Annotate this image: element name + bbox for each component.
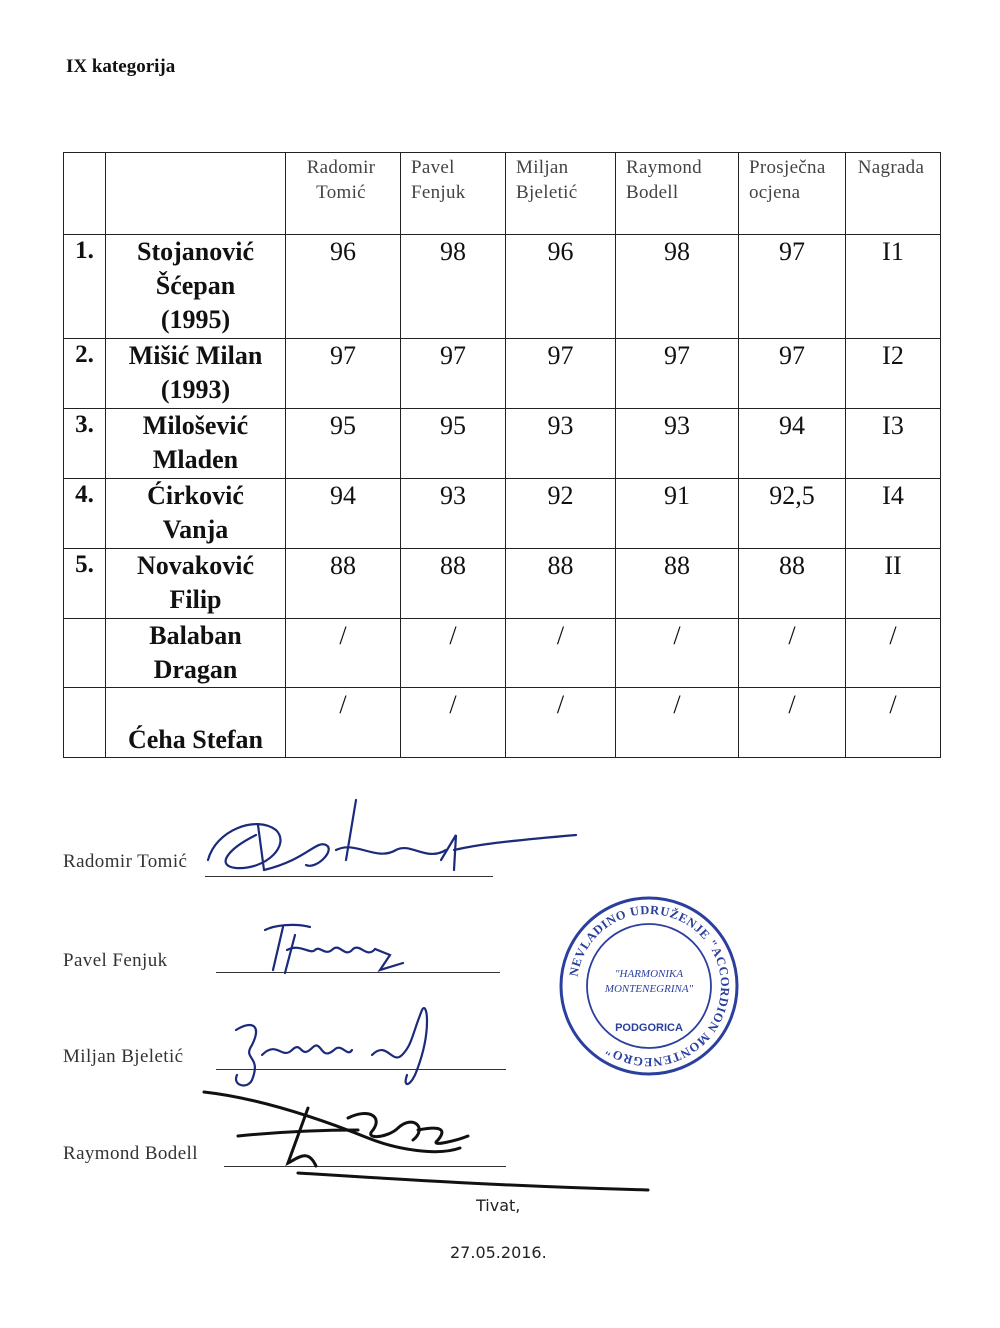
name-line: Mišić Milan [128,341,263,370]
judge-score: / [286,619,401,688]
judge-score: / [616,619,739,688]
table-row [64,409,941,479]
signature-label-tomic: Radomir Tomić [63,851,188,872]
judge-score: 98 [616,235,739,339]
judge-score: 97 [616,339,739,409]
table-row [64,619,941,688]
average-score: 88 [739,549,846,619]
footer-place: Tivat, [476,1196,521,1215]
award: I1 [846,235,941,339]
signature-fenjuk [255,915,415,985]
award: II [846,549,941,619]
header-empty-rank [64,153,106,235]
header-line: Bjeletić [516,182,578,203]
judge-score: 93 [506,409,616,479]
signature-tomic [196,790,586,890]
judge-score: / [286,688,401,758]
judge-score: 97 [286,339,401,409]
award: I2 [846,339,941,409]
header-empty-name [106,153,286,235]
row-name [106,409,286,479]
judge-score: / [616,688,739,758]
row-name [106,235,286,339]
signature-label-bjeletic: Miljan Bjeletić [63,1046,184,1067]
average-score: 92,5 [739,479,846,549]
name-line: Dragan [153,655,238,684]
header-line: Radomir [306,157,376,178]
judge-score: 93 [401,479,506,549]
row-rank: 1. [64,235,106,339]
table-row [64,479,941,549]
award: I3 [846,409,941,479]
name-line: Filip [169,585,222,614]
header-line: Fenjuk [411,182,466,203]
judge-score: 88 [401,549,506,619]
judge-score: 94 [286,479,401,549]
header-award [846,153,941,235]
signature-label-bodell: Raymond Bodell [63,1143,198,1164]
table-row [64,339,941,409]
judge-score: 93 [616,409,739,479]
table-row [64,235,941,339]
name-line: Novaković [137,551,254,580]
results-table [63,152,941,758]
header-line: ocjena [749,182,801,203]
row-rank: 2. [64,339,106,409]
name-line: Ćeha Stefan [127,725,264,754]
header-judge-tomic [286,153,401,235]
judge-score: 97 [401,339,506,409]
judge-score: 97 [506,339,616,409]
award: I4 [846,479,941,549]
row-rank [64,688,106,758]
name-line: Milošević [142,411,249,440]
stamp-inner-line1: "HARMONIKA [614,968,684,980]
row-name [106,549,286,619]
organization-stamp [556,893,742,1079]
row-name [106,688,286,758]
average-score: 97 [739,339,846,409]
name-line: Balaban [149,621,242,650]
table-row [64,549,941,619]
judge-score: 96 [286,235,401,339]
row-name [106,479,286,549]
header-line: Bodell [626,182,679,203]
average-score: 94 [739,409,846,479]
name-line: Stojanović [137,237,254,266]
stamp-outer-text: NEVLADINO UDRUŽENJE "ACCORDION MONTENEGRO" [566,902,733,1070]
name-line: (1995) [160,305,231,334]
judge-score: 88 [506,549,616,619]
header-line: Prosječna [749,157,826,178]
average-score: / [739,688,846,758]
judge-score: 88 [616,549,739,619]
name-line: (1993) [160,375,231,404]
header-line: Nagrada [857,157,925,178]
header-line: Pavel [411,157,455,178]
row-rank: 3. [64,409,106,479]
header-line: Miljan [516,157,569,178]
judge-score: / [506,688,616,758]
judge-score: 98 [401,235,506,339]
judge-score: 95 [401,409,506,479]
header-line: Raymond [626,157,702,178]
name-line: Mladen [152,445,239,474]
name-line: Vanja [162,515,229,544]
row-rank [64,619,106,688]
average-score: / [739,619,846,688]
name-line: Šćepan [155,271,236,300]
signature-label-fenjuk: Pavel Fenjuk [63,950,168,971]
award: / [846,688,941,758]
row-name [106,339,286,409]
table-header-row [64,153,941,235]
judge-score: 92 [506,479,616,549]
footer-date: 27.05.2016. [450,1243,547,1262]
judge-score: 95 [286,409,401,479]
header-line: Tomić [316,182,366,203]
header-judge-bodell [616,153,739,235]
header-judge-fenjuk [401,153,506,235]
row-name [106,619,286,688]
signature-bodell [198,1078,658,1198]
row-rank: 4. [64,479,106,549]
judge-score: 96 [506,235,616,339]
header-judge-bjeletic [506,153,616,235]
judge-score: / [506,619,616,688]
judge-score: 91 [616,479,739,549]
stamp-city: PODGORICA [615,1022,683,1034]
name-line: Ćirković [147,481,244,510]
average-score: 97 [739,235,846,339]
stamp-inner-line2: MONTENEGRINA" [604,983,694,995]
row-rank: 5. [64,549,106,619]
judge-score: / [401,619,506,688]
header-average [739,153,846,235]
table-row [64,688,941,758]
award: / [846,619,941,688]
page-title: IX kategorija [66,56,176,77]
judge-score: / [401,688,506,758]
judge-score: 88 [286,549,401,619]
